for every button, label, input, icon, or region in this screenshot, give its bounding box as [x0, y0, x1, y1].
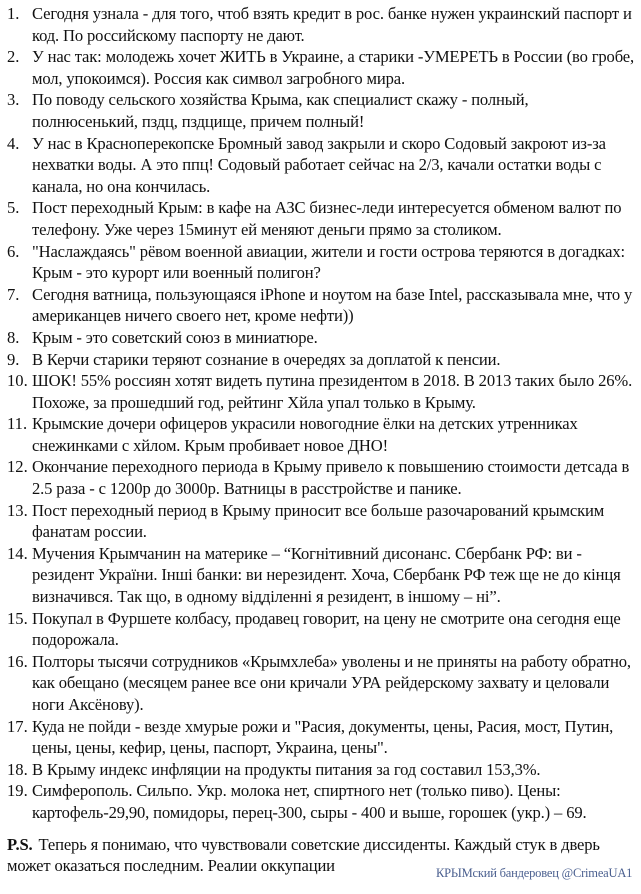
item-text: Покупал в Фуршете колбасу, продавец говорит, на цену не смотрите она сегодня еще подорожала. — [32, 608, 621, 650]
list-item — [0, 327, 641, 349]
item-text: Крым - это советский союз в миниатюре. — [32, 327, 318, 347]
item-text: У нас так: молодежь хочет ЖИТЬ в Украине, а старики -УМЕРЕТЬ в России (во гробе, мол, упокоимся). Россия как символ загробного мира. — [32, 47, 634, 88]
item-number: 6. — [7, 241, 20, 261]
item-number: 11. — [7, 414, 28, 434]
list-item — [0, 759, 641, 781]
document — [0, 3, 641, 893]
item-text: Окончание переходного периода в Крыму привело к повышению стоимости детсада в 2.5 раза - с 1200р до 3000р. Ватницы в расстройстве и панике. — [32, 457, 630, 499]
item-number: 13. — [7, 500, 28, 520]
list-item — [0, 716, 641, 759]
item-number: 16. — [7, 651, 28, 671]
item-number: 5. — [7, 198, 20, 218]
item-number: 15. — [7, 608, 28, 628]
item-number: 1. — [7, 4, 20, 23]
list-item — [0, 780, 641, 823]
list-item — [0, 500, 641, 543]
item-number: 14. — [7, 543, 28, 563]
list-item — [0, 284, 641, 327]
item-number: 2. — [7, 47, 20, 67]
item-text: Пост переходный период в Крыму приносит все больше разочарований крымским фанатам россии. — [32, 500, 605, 542]
list-item — [0, 456, 641, 499]
item-text: По поводу сельского хозяйства Крыма, как специалист скажу - полный, полнюсенький, пздц, пздцище, причем полный! — [32, 90, 529, 131]
list-item — [0, 89, 641, 132]
item-text: Симферополь. Сильпо. Укр. молока нет, спиртного нет (только пиво). Цены: картофель-29,90, помидоры, перец-300, сыры - 400 и выше, горошек (укр.) – 69. — [32, 781, 587, 822]
item-number: 7. — [7, 284, 20, 304]
item-number: 3. — [7, 90, 20, 110]
item-number: 12. — [7, 457, 28, 477]
list-item — [0, 46, 641, 89]
item-text: В Керчи старики теряют сознание в очередях за доплатой к пенсии. — [32, 349, 501, 369]
postscript-text: Теперь я понимаю, что чувствовали советские диссиденты. Каждый стук в дверь может оказаться последним. Реалии оккупации — [7, 834, 600, 876]
item-number: 10. — [7, 371, 28, 391]
item-text: Полторы тысячи сотрудников «Крымхлеба» уволены и не приняты на работу обратно, как обещано (месяцем ранее все они кричали УРА рейдерскому захвату и целовали ноги Аксёнову). — [32, 651, 631, 714]
postscript-label: P.S. — [7, 834, 33, 854]
item-text: ШОК! 55% россиян хотят видеть путина президентом в 2018. В 2013 таких было 26%. Похоже, за прошедший год, рейтинг Хйла упал только в Крыму. — [32, 371, 633, 412]
list-item — [0, 370, 641, 413]
list-item — [0, 3, 641, 46]
item-text: У нас в Красноперекопске Бромный завод закрыли и скоро Содовый закроют из-за нехватки воды. А это ппц! Содовый работает сейчас на 2/3, качали остатки воды с канала, но она кончилась. — [32, 133, 606, 196]
item-number: 8. — [7, 327, 20, 347]
list-item — [0, 241, 641, 284]
item-number: 9. — [7, 349, 20, 369]
list-item — [0, 349, 641, 371]
list-item — [0, 651, 641, 716]
item-text: "Наслаждаясь" рёвом военной авиации, жители и гости острова теряются в догадках: Крым - это курорт или военный полигон? — [32, 241, 626, 283]
list-item — [0, 197, 641, 240]
numbered-list — [0, 3, 641, 824]
item-text: Мучения Крымчанин на материке – “Когнітивний дисонанс. Сбербанк РФ: ви - резидент України. Інші банки: ви нерезидент. Хоча, Сбербанк РФ теж ще не до кінця визначився. Так що, в одному відділенні я резидент, в іншому – ні”. — [32, 543, 621, 607]
item-text: Сегодня ватница, пользующаяся iPhone и ноутом на базе Intel, рассказывала мне, что у американцев ничего своего нет, кроме нефти)) — [32, 284, 633, 326]
item-number: 18. — [7, 759, 28, 779]
item-text: Крымские дочери офицеров украсили новогодние ёлки на детских утренниках снежинками с хйлом. Крым пробивает новое ДНО! — [32, 414, 578, 455]
watermark: КРЫМский бандеровец @CrimeaUA1 — [436, 866, 633, 880]
item-text: Сегодня узнала - для того, чтоб взять кредит в рос. банке нужен украинский паспорт и код. По российскому паспорту не дают. — [32, 4, 632, 45]
item-text: В Крыму индекс инфляции на продукты питания за год составил 153,3%. — [32, 759, 541, 779]
list-item — [0, 543, 641, 608]
item-text: Куда не пойди - везде хмурые рожи и "Расия, документы, цены, Расия, мост, Путин, цены, цены, кефир, цены, паспорт, Украина, цены". — [32, 716, 614, 758]
item-number: 19. — [7, 781, 28, 801]
item-text: Пост переходный Крым: в кафе на АЗС бизнес-леди интересуется обменом валют по телефону. Уже через 15минут ей меняют деньги прямо за столиком. — [32, 198, 622, 239]
list-item — [0, 133, 641, 198]
item-number: 4. — [7, 133, 20, 153]
list-item — [0, 413, 641, 456]
list-item — [0, 608, 641, 651]
item-number: 17. — [7, 716, 28, 736]
